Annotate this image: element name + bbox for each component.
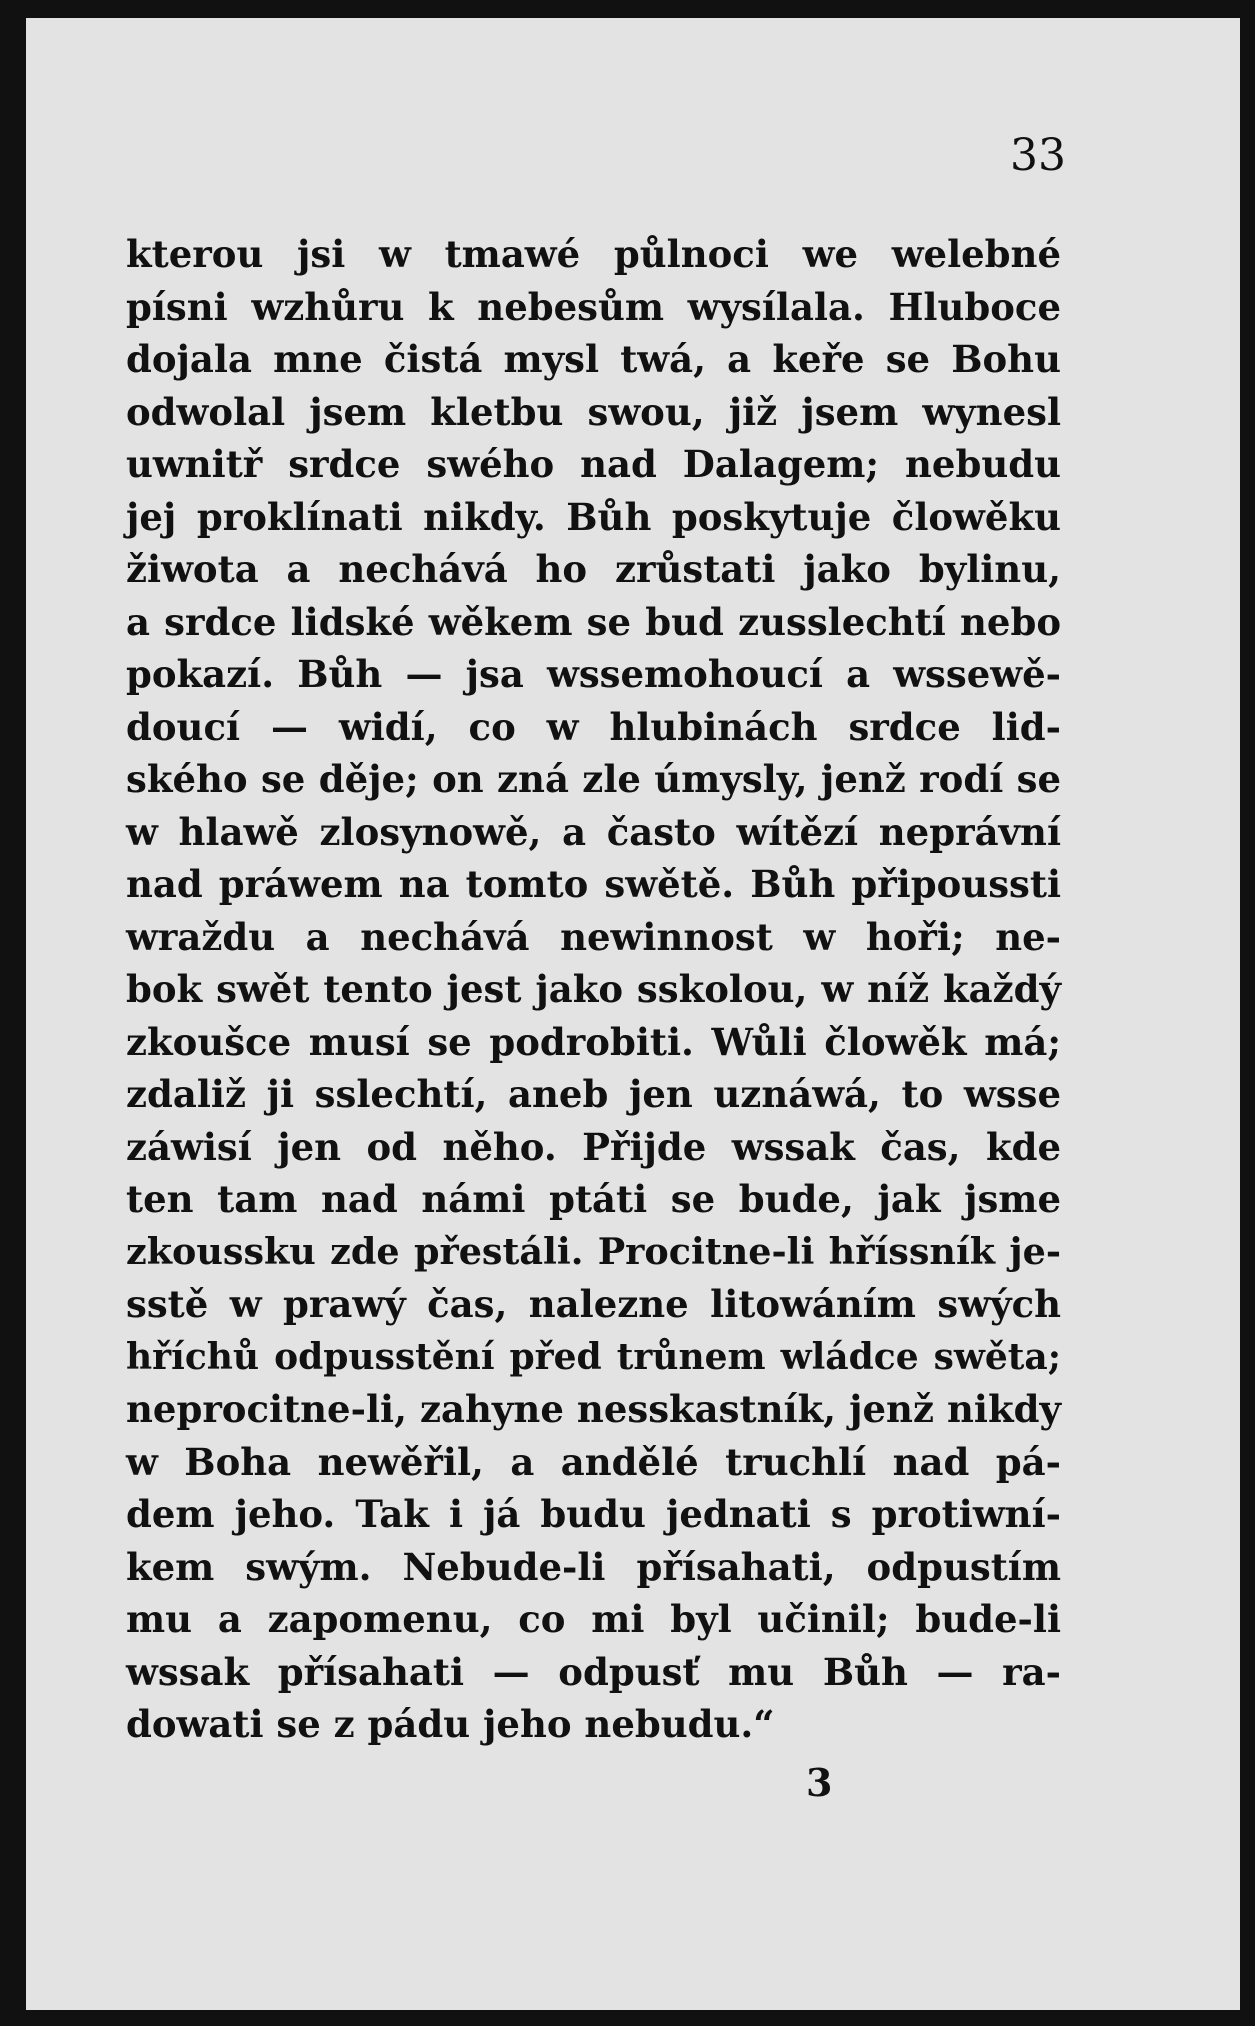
- text-line: pokazí. Bůh — jsa wssemohoucí a wssewě-: [126, 652, 1061, 696]
- text-line: žiwota a nechává ho zrůstati jako bylinu,: [126, 547, 1061, 591]
- text-line: a srdce lidské wěkem se bud zusslechtí nebo: [126, 599, 1061, 644]
- text-line: kem swým. Nebude-li přísahati, odpustím: [126, 1544, 1061, 1589]
- text-line: zdaliž ji sslechtí, aneb jen uznáwá, to wsse: [126, 1072, 1061, 1116]
- text-line: neprocitne-li, zahyne nesskastník, jenž nikdy: [126, 1387, 1061, 1431]
- text-line: ten tam nad námi ptáti se bude, jak jsme: [126, 1177, 1061, 1221]
- text-line: písni wzhůru k nebesům wysílala. Hluboce: [126, 284, 1061, 329]
- text-line: zkoušce musí se podrobiti. Wůli člowěk má;: [126, 1019, 1061, 1064]
- text-line: bok swět tento jest jako sskolou, w níž každý: [126, 967, 1061, 1011]
- text-line: zkoussku zde přestáli. Procitne-li hříssník je-: [126, 1229, 1061, 1273]
- book-page: [26, 18, 1240, 2010]
- text-line: dojala mne čistá mysl twá, a keře se Bohu: [126, 337, 1061, 381]
- text-line: mu a zapomenu, co mi byl učinil; bude-li: [126, 1597, 1061, 1641]
- text-line: doucí — widí, co w hlubinách srdce lid-: [126, 704, 1061, 749]
- text-line: nad práwem na tomto swětě. Bůh připoussti: [126, 862, 1061, 906]
- text-line: ského se děje; on zná zle úmysly, jenž rodí se: [126, 757, 1061, 801]
- body-text: [126, 228, 1061, 1751]
- text-line: sstě w prawý čas, nalezne litowáním swých: [126, 1282, 1061, 1326]
- text-line: wssak přísahati — odpusť mu Bůh — ra-: [126, 1649, 1061, 1694]
- text-line: jej proklínati nikdy. Bůh poskytuje člowěku: [126, 494, 1061, 539]
- signature-mark: 3: [806, 1760, 833, 1805]
- page-number: 33: [1010, 130, 1066, 181]
- text-line: wraždu a nechává newinnost w hoři; ne-: [126, 914, 1061, 959]
- text-line: dem jeho. Tak i já budu jednati s protiwní-: [126, 1492, 1061, 1536]
- text-line: odwolal jsem kletbu swou, již jsem wynesl: [126, 389, 1061, 434]
- text-line: záwisí jen od něho. Přijde wssak čas, kde: [126, 1124, 1061, 1169]
- text-line: w Boha newěřil, a andělé truchlí nad pá-: [126, 1439, 1061, 1484]
- text-line: uwnitř srdce swého nad Dalagem; nebudu: [126, 442, 1061, 486]
- text-line: w hlawě zlosynowě, a často wítězí neprávní: [126, 809, 1061, 854]
- text-line: hříchů odpusstění před trůnem wládce swěta;: [126, 1335, 1061, 1378]
- text-line: kterou jsi w tmawé půlnoci we welebné: [126, 232, 1061, 276]
- text-line: dowati se z pádu jeho nebudu.“: [126, 1702, 775, 1746]
